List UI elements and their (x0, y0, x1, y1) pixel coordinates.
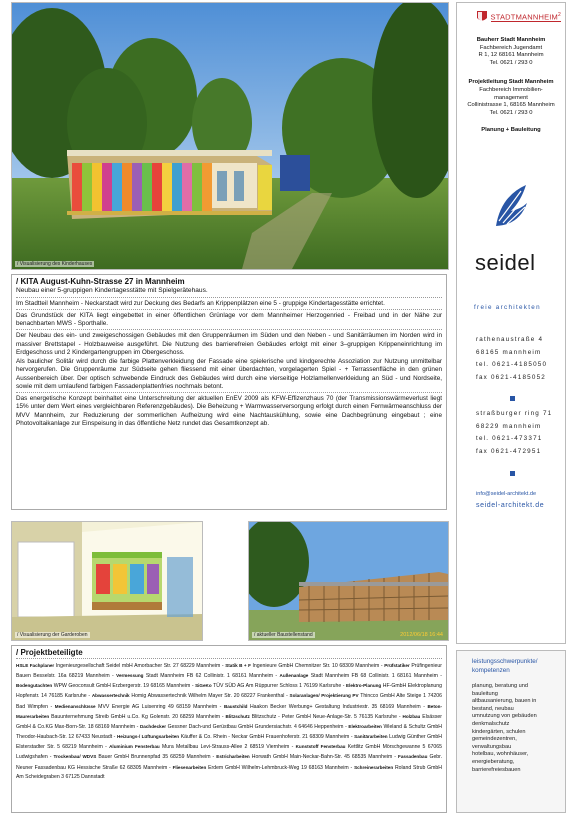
client-line-1: Bauherr Stadt Mannheim (476, 37, 546, 43)
partner-role: Fassadenbau (398, 754, 428, 760)
construction-photo (249, 522, 448, 640)
partner-entry (16, 663, 225, 669)
dotted-divider (16, 329, 442, 330)
partner-details: TÜV SÜD AG Am Rüppurrer Schloss 1 76199 Karlsruhe - (213, 683, 345, 690)
seidel-logo-mark (491, 181, 531, 233)
dotted-divider (16, 297, 442, 298)
office1-line-4: fax 0621-4185052 (476, 373, 546, 381)
partner-details: Stadt Mannheim FB 68 Collinistr. 1 68161 Mannheim - (310, 673, 442, 680)
partner-entry (16, 683, 195, 689)
competency-item: bestand, neubau (472, 705, 514, 712)
competency-item: hotelbau, wohnhäuser, (472, 751, 529, 758)
office2-line-3: tel. 0621-473371 (476, 435, 543, 443)
competency-item: kindergärten, schulen (472, 728, 526, 735)
competency-item: planung, beratung und (472, 683, 528, 689)
partner-details: Wieland & Schultz GmbH Theodor-Haubach-Str. 12 67433 Neustadt - (16, 723, 442, 741)
partner-role: Beton- Maurerarbeiten (16, 703, 443, 719)
partners-list (16, 661, 442, 782)
city-logo (457, 3, 565, 23)
partner-details: Thincco GmbH Alte Steige 1 74206 Bad Wimpfen - (16, 693, 442, 710)
partner-entry (92, 693, 290, 699)
competency-item: altbausanierung, bauen in (472, 698, 537, 705)
partner-entry (140, 724, 348, 730)
competency-item: energieberatung, (472, 758, 515, 765)
partner-role: Solaranlagen/ Projektierung PV (289, 693, 359, 699)
partner-entry (55, 704, 224, 710)
dotted-divider (16, 658, 442, 659)
construction-site-photo (248, 521, 449, 641)
partner-role: Baustchild (223, 703, 248, 709)
partner-details: Gebr. Neuner Fassadenbau KG Hessische Straße 62 68305 Mannheim - (16, 754, 443, 771)
partner-details: Bauunternehmung Streib GmbH u.Co. Kg Golenstr. 20 68259 Mannheim - (51, 713, 224, 720)
partner-role: Fliesenarbeiten (172, 764, 207, 770)
competency-item: umnutzung von gebäuden (472, 713, 537, 720)
partners-title: / Projektbeteiligte (16, 648, 83, 657)
partner-role: Trockenbau/ WDVS (53, 754, 97, 760)
partner-entry (216, 754, 398, 760)
city-crest-icon (477, 11, 487, 23)
partner-details: Horwath GmbH Main-Neckar-Bahn-Str. 45 68535 Mannheim - (251, 754, 396, 761)
competencies-list (457, 675, 565, 774)
city-brand: STADTMANNHEIM$^2$ (490, 11, 561, 22)
planning-label: Planung + Bauleitung (481, 127, 541, 134)
project-title: / KITA August-Kuhn-Strasse 27 in Mannheim (16, 277, 185, 286)
partner-details: Gessner Dach-und Gerüstbau GmbH Grundersiachstr. 4 64646 Heppenheim - (167, 723, 347, 730)
partner-details: Käuffer & Co. Rhein - Neckar GmbH Frauenhoferstr. 21 68309 Mannheim - (180, 734, 353, 741)
dotted-divider (16, 309, 442, 310)
competency-item: verwaltungsbau (472, 743, 512, 750)
partner-details: Haakon Becker Werbung+ Gestaltung Industriestr. 35 68169 Mannheim - (249, 703, 425, 710)
competencies-title-line-1: leistungsschwerpunkte/ (472, 658, 538, 665)
project-lead: Neubau einer 5-gruppigen Kindertagesstätte mit Spielgerätehaus. (16, 287, 208, 295)
partner-role: HSLE Fachplaner (16, 663, 55, 668)
pm-line-3: management (494, 94, 528, 101)
client-line-3: R 1, 12 68161 Mannheim (478, 52, 544, 59)
competency-item: gemeindezentren, (472, 736, 517, 743)
partner-role: Vermessung (116, 673, 144, 679)
competencies-title (457, 651, 565, 675)
hero-caption: / Visualisierung des Kinderhauses (17, 261, 93, 267)
partner-entry (116, 673, 279, 679)
paragraph-1: Im Stadtteil Mannheim - Neckarstadt wird zur Deckung des Bedarfs an Krippenplätzen eine 5 - gruppige Kindertagesstätte errichtet. (16, 299, 385, 307)
partner-entry (109, 744, 295, 750)
client-line-4: Tel. 0621 / 293 0 (489, 59, 533, 66)
partner-details: Ingenieure GmbH Chemnitzer Str. 10 68309 Mannheim - (252, 663, 383, 669)
partner-role: Kunststoff Fensterbau (295, 744, 346, 750)
paragraph-4: Als baulicher Solitär wird durch die farbige Plattenverkleidung der Fassade eine spielerische und kindgerechte Assoziation zur Nutzung unmittelbar hervorgerufen. Die Gruppenräume zur Südseite gehen fliessend mit einer überdachten, vorgelagerten Spiel - + Terrassenfläche in den grünen Aussenbereich über. Der optisch schwebende Eindruck des Gebäudes wird durch eine vierseitige Holzlamellenverkleidung an Süd - und Nordseite, sowie mit dem umlaufend farbigen Fassadenplattenfries nochmals betont. (16, 358, 442, 390)
hero-visualization-image (11, 2, 449, 270)
competency-item: bauleitung (472, 690, 498, 697)
office2-line-2: 68229 mannheim (476, 422, 542, 430)
dotted-divider (16, 392, 442, 393)
partner-details: Bauer GmbH Brunnenpfad 35 68259 Mannheim - (98, 754, 215, 761)
partner-role: Elektroarbeiten (348, 723, 382, 729)
partner-entry (225, 663, 384, 669)
paragraph-2: Das Grundstück der KITA liegt eingebettet in einer öffentlichen Grünlage vor dem Mannheimer Herzogenried - Freibad und in der Nähe zur benachbarten MWS - Sporthalle. (16, 311, 442, 327)
project-management-block (457, 79, 565, 117)
sidebar-contact (456, 2, 566, 644)
office-address-1 (476, 334, 547, 384)
partner-details: Ingenieurgesellschaft Seidel mbH Amorbacher Str. 27 68229 Mannheim - (55, 663, 224, 669)
paragraph-5: Das energetische Konzept beinhaltet eine Unterschreitung der aktuellen EnEV 2009 als KFW-Effizenzhaus 70 (der Transmissionswärmeverlust liegt 15% unter dem Wert eines vergleichbaren Referenzgebäudes). Die Beheizung + Warmwasserversorgung erfolgt durch einen Fernwärmeanschluss der MVV Mannheim, zur Reduzierung der sommerlichen Aufheizung wird eine Nachtauskühlung, sowie eine Dachbegrünung eingebaut ; eine Photovoltaikanlage zur Einspeisung in das öffentliche Netz rundet das Gesamtkonzept ab. (16, 395, 442, 427)
paragraph-3: Der Neubau des ein- und zweigeschossigen Gebäudes mit den Gruppenräumen im Süden und den Neben - und Sanitärräumen im Norden wird in massiver Brettstapel - Holzbauweise ausgeführt. Die Nutzung des barrierefreien Gebäudes erfolgt mit einer 3–gruppigen Krippeneinrichtung im Erdgeschoss und 2 Kindergartengruppen im Obergeschoss. (16, 332, 442, 356)
site-photo-timestamp: 2012/06/18 16:44 (400, 632, 443, 638)
firm-tagline: freie architekten (474, 304, 541, 311)
partner-entry (226, 714, 403, 720)
partner-entry (195, 683, 346, 689)
project-partners (11, 645, 447, 813)
partner-details: Blitzschutz - Peter GmbH Neue-Anlage-Str. 5 76135 Karlsruhe - (251, 713, 401, 720)
competency-item: denkmalschutz (472, 720, 510, 727)
partner-role: Dachdecker (139, 723, 167, 729)
partner-details: Prüfingenieur Bauen Besselstr. 16a 68219 Mannheim - (16, 663, 442, 680)
partner-role: Abwassertechnik (91, 693, 130, 699)
website-link[interactable]: seidel-architekt.de (476, 502, 545, 509)
partner-entry (173, 765, 355, 771)
interior-visualization-image (11, 521, 203, 641)
partner-entry (224, 704, 428, 710)
partner-details: MVV Energie AG Luisenring 49 68159 Mannheim - (98, 703, 222, 710)
pm-line-2: Fachbereich Immobilien- (479, 86, 543, 93)
partner-entry (54, 754, 217, 760)
partner-role: Statik B + F (225, 663, 251, 668)
partner-role: Estricharbeiten (216, 754, 250, 760)
partner-role: Aluminium Fensterbau (109, 744, 160, 750)
partner-details: Homig Abwassertechnik Wilhelm Mayer Str. 20 68227 Frankenthal - (131, 693, 288, 700)
site-caption: / aktueller Baustellenstand (254, 632, 313, 638)
office2-line-1: straßburger ring 71 (476, 410, 553, 417)
pm-line-4: Collinistrasse 1, 68165 Mannheim (467, 102, 555, 109)
project-description (11, 274, 447, 510)
divider-square-icon (510, 396, 515, 401)
kindergarten-rendering (12, 3, 448, 269)
competencies-box (456, 650, 566, 813)
competencies-title-line-2: kompetenzen (472, 666, 510, 674)
office-address-2 (476, 408, 552, 458)
competency-item: barrierefreiesbauen (472, 766, 521, 773)
partner-details: Mura Metallbau Levi-Strauss-Allee 2 68519 Viernheim - (162, 744, 294, 751)
partner-role: Bodengutachten (16, 683, 53, 689)
partner-details: Roland Strub GmbH Am Scheidegraben 3 67125 Dannstadt (16, 764, 442, 780)
wardrobe-rendering (12, 522, 202, 640)
firm-name: seidel (475, 250, 536, 275)
partner-details: HF-GmbH Elektroplanung Hopfenstr. 14 76185 Karlsruhe - (16, 683, 443, 700)
client-block (457, 37, 565, 67)
office1-line-1: rathenaustraße 4 (476, 336, 544, 343)
partner-details: Ludwig Günther GmbH Elsterstadter Str. 5 68219 Mannheim - (16, 734, 443, 751)
partner-entry (280, 673, 442, 679)
partner-role: Elektro-Planung (346, 683, 382, 689)
pm-line-5: Tel. 0621 / 293 0 (489, 109, 533, 116)
email-link[interactable]: info@seidel-architekt.de (476, 491, 537, 497)
divider-square-icon (510, 471, 515, 476)
partner-details: Elsässer GmbH & Co.KG Max-Born-Str. 18 68169 Mannheim - (16, 713, 442, 730)
partner-details: WPW Geoconsult GmbH Erzbergerstr. 19 68165 Mannheim - (53, 683, 194, 690)
partner-role: Außenanlage (279, 673, 309, 679)
partner-entry (117, 734, 354, 740)
partner-role: Prüfstatiker (384, 663, 410, 668)
partner-details: Erdem GmbH Wilhelm-Lehmbruck-Weg 19 68163 Mannheim - (208, 764, 353, 771)
client-line-2: Fachbereich Jugendamt (479, 44, 543, 51)
partner-role: Heizungs-/ Lüftungsarbeiten (116, 734, 180, 740)
interior-caption: / Visualisierung der Garderoben (17, 632, 88, 638)
partner-role: SiGeKo (195, 683, 212, 689)
partner-role: Medienanschlüsse (54, 703, 96, 709)
pm-line-1: Projektleitung Stadt Mannheim (468, 79, 554, 86)
partner-details: Kettlitz GmbH Mörschgewanne 5 67065 Ludwigshafen - (16, 744, 442, 761)
office1-line-3: tel. 0621-4185050 (476, 361, 548, 369)
partner-details: Stadt Mannheim FB 62 Collinistr. 1 68161 Mannheim - (145, 673, 278, 680)
partner-role: Holzbau (402, 713, 421, 719)
office1-line-2: 68165 mannheim (476, 348, 542, 356)
partner-role: Sanitärarbeiten (354, 734, 388, 740)
partner-role: Blitzschutz (225, 713, 250, 719)
partner-role: Schreinerarbeiten (354, 764, 394, 770)
office2-line-4: fax 0621-472951 (476, 447, 542, 455)
